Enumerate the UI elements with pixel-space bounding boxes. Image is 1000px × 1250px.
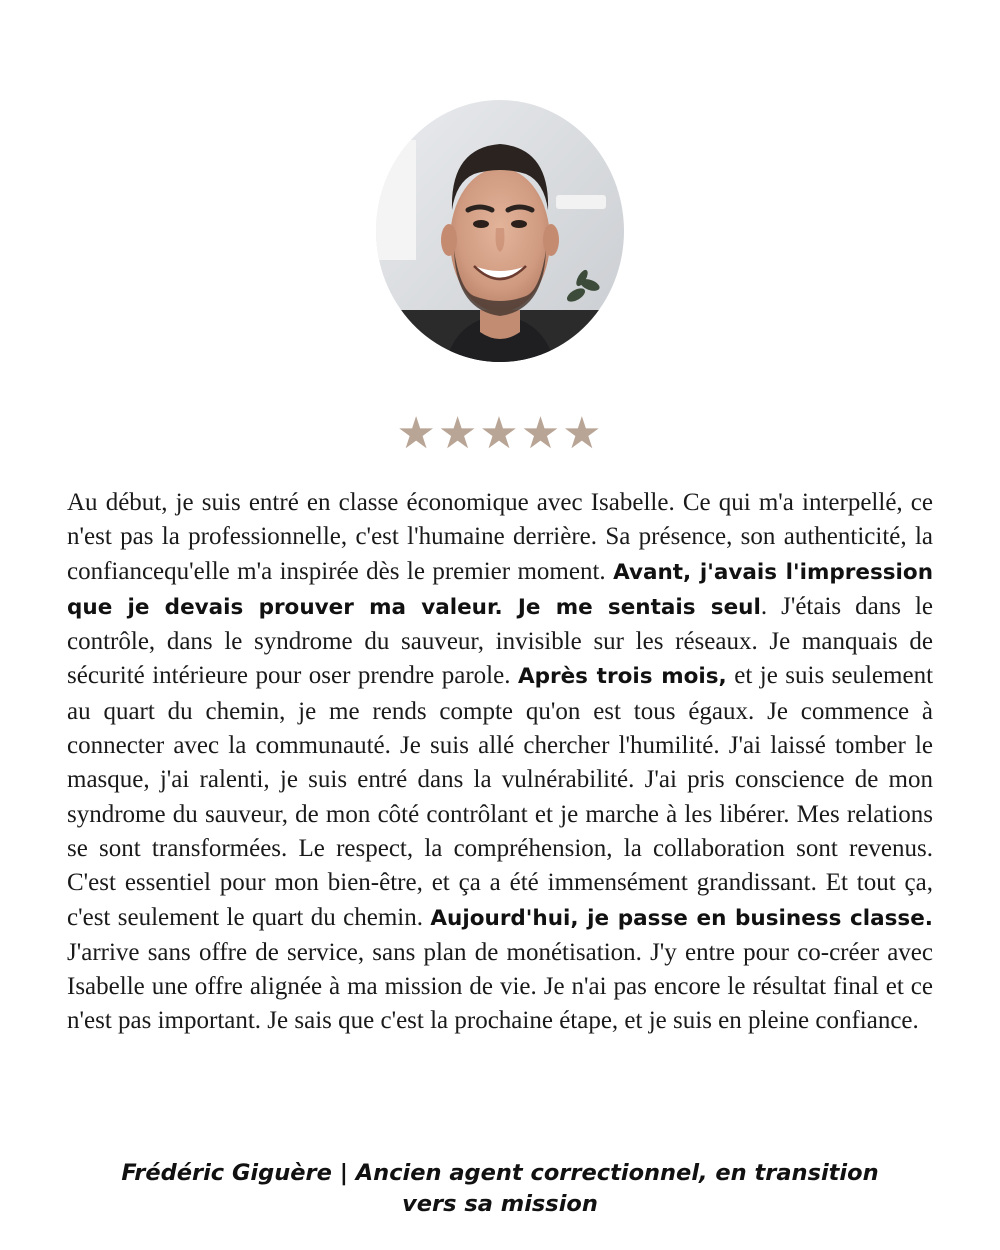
- star-icon: ★: [479, 408, 521, 459]
- review-segment: . J'étais dans le contrôle, dans le syndrome du sauveur, invisible sur les réseaux. Je manquais de sécurité intérieure pour oser prendre parole.: [67, 592, 933, 690]
- testimonial-signature: [60, 1158, 940, 1220]
- signature-line-2: vers sa mission: [402, 1191, 598, 1217]
- star-icon: ★: [437, 408, 480, 459]
- review-highlight: Aujourd'hui, je passe en business classe.: [430, 905, 933, 931]
- star-rating: [0, 408, 1000, 460]
- star-icon: ★: [520, 408, 563, 459]
- avatar: [376, 100, 624, 362]
- review-text: [67, 486, 933, 1039]
- review-highlight: Après trois mois,: [517, 664, 727, 690]
- review-segment: J'arrive sans offre de service, sans plan de monétisation. J'y entre pour co-créer avec Isabelle une offre alignée à ma mission de vie. Je n'ai pas encore le résultat final et ce n'est pas important. Je sais que c'est la prochaine étape, et je suis en pleine confiance.: [67, 938, 933, 1035]
- review-highlight: Avant, j'avais l'impression que je devais prouver ma valeur. Je me sentais seul: [67, 559, 934, 620]
- signature-line-1: Frédéric Giguère | Ancien agent correctionnel, en transition: [121, 1160, 879, 1186]
- review-segment: et je suis seulement au quart du chemin, je me rends compte qu'on est tous égaux. Je commence à connecter avec la communauté. Je suis allé chercher l'humilité. J'ai laissé tomber le masque, j'ai ralenti, je suis entré dans la vulnérabilité. J'ai pris conscience de mon syndrome du sauveur, de mon côté contrôlant et je marche à les libérer. Mes relations se sont transformées. Le respect, la compréhension, la collaboration sont revenus. C'est essentiel pour mon bien-être, et ça a été immensément grandissant. Et tout ça, c'est seulement le quart du chemin.: [67, 662, 934, 931]
- profile-photo: [376, 100, 624, 362]
- star-icon: ★: [562, 408, 604, 459]
- star-icon: ★: [396, 408, 438, 459]
- review-segment: Au début, je suis entré en classe économique avec Isabelle. Ce qui m'a interpellé, ce n'est pas la professionnelle, c'est l'humaine derrière. Sa présence, son authenticité, la confiancequ'elle m'a inspirée dès le premier moment.: [67, 489, 933, 585]
